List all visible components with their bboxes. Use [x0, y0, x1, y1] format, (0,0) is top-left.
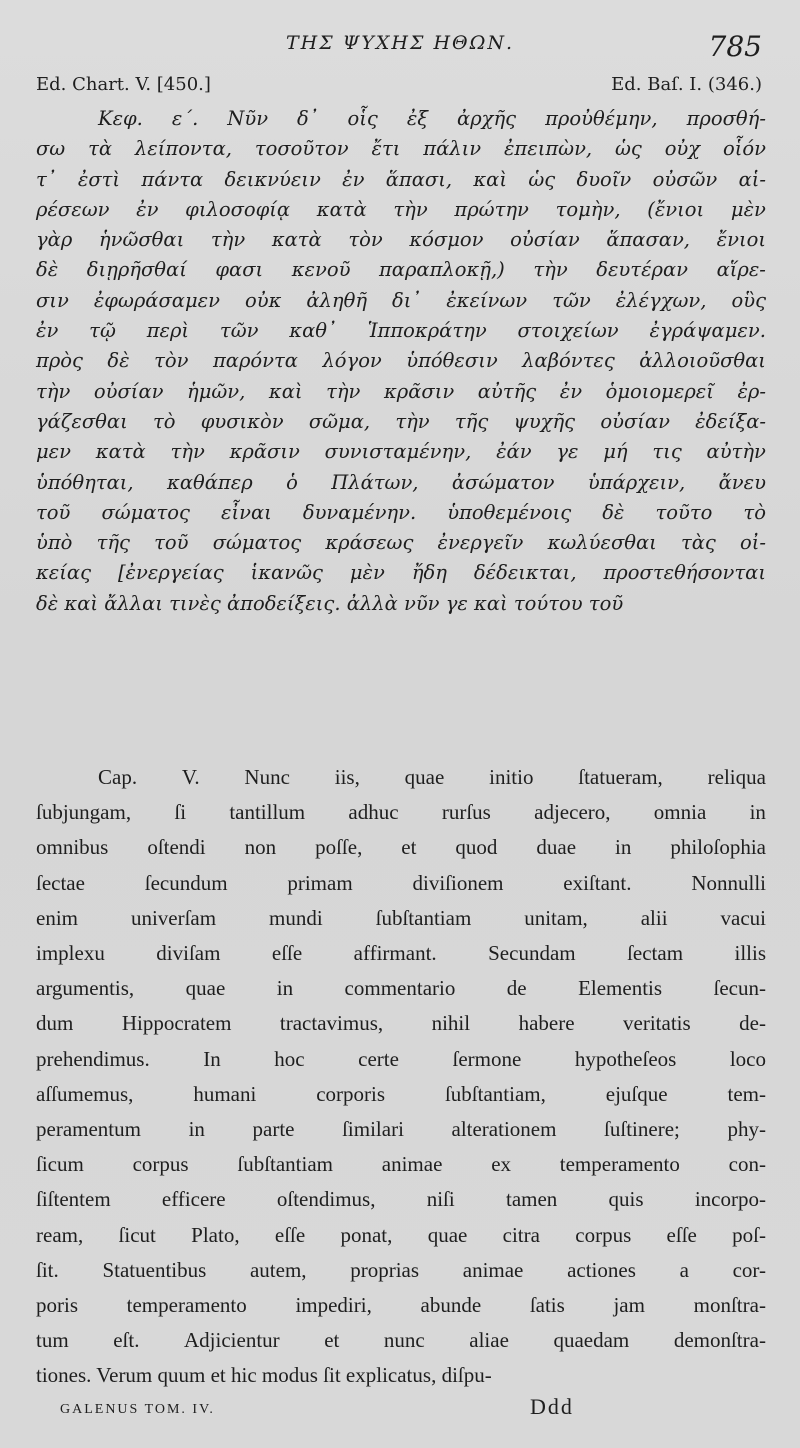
page-number: 785	[708, 30, 762, 63]
latin-text-line: aſſumemus, humani corporis ſubſtantiam, ejuſque tem-	[36, 1081, 766, 1106]
latin-text-line: enim univerſam mundi ſubſtantiam unitam, alii vacui	[36, 905, 766, 930]
greek-text-line: κείας [ἐνεργείας ἱκανῶς μὲν ἤδη δέδεικται, προστεθήσονται	[36, 561, 766, 585]
greek-text-line: τοῦ σώματος εἶναι δυναμένην. ὑποθεμένοις δὲ τοῦτο τὸ	[36, 500, 766, 524]
latin-text-line: ream, ſicut Plato, eſſe ponat, quae citra corpus eſſe poſ-	[36, 1222, 766, 1247]
greek-text-line: τ᾽ ἐστὶ πάντα δεικνύειν ἐν ἅπασι, καὶ ὡς δυοῖν οὐσῶν αἱ-	[36, 167, 766, 191]
latin-text-line: peramentum in parte ſimilari alterationem ſuſtinere; phy-	[36, 1117, 766, 1142]
latin-text-line: tiones. Verum quum et hic modus ſit explicatus, diſpu-	[36, 1363, 492, 1388]
latin-text-line: poris temperamento impediri, abunde ſatis jam monſtra-	[36, 1293, 766, 1318]
latin-text-line: ſicum corpus ſubſtantiam animae ex temperamento con-	[36, 1152, 766, 1177]
greek-text-line: τὴν οὐσίαν ἡμῶν, καὶ τὴν κρᾶσιν αὐτῆς ἐν ὁμοιομερεῖ ἐρ-	[36, 379, 766, 403]
greek-text-line: ὑπὸ τῆς τοῦ σώματος κράσεως ἐνεργεῖν κωλύεσθαι τὰς οἰ-	[36, 531, 766, 555]
latin-text-line: prehendimus. In hoc certe ſermone hypotheſeos loco	[36, 1046, 766, 1071]
greek-text-line: σιν ἐφωράσαμεν οὐκ ἀληθῆ δι᾽ ἐκείνων τῶν ἐλέγχων, οὓς	[36, 288, 766, 312]
greek-text-line: δὲ καὶ ἄλλαι τινὲς ἀποδείξεις. ἀλλὰ νῦν γε καὶ τούτου τοῦ	[36, 591, 624, 615]
latin-text-line: dum Hippocratem tractavimus, nihil habere veritatis de-	[36, 1011, 766, 1036]
latin-text-line: Cap. V. Nunc iis, quae initio ſtatueram, reliqua	[98, 765, 766, 789]
footer-signature: GALENUS TOM. IV.	[60, 1402, 215, 1417]
greek-text-line: ὑπόθηται, καθάπερ ὁ Πλάτων, ἀσώματον ὑπάρχειν, ἄνευ	[36, 470, 766, 494]
greek-text-line: δὲ διῃρῆσθαί φασι κενοῦ παραπλοκῇ,) τὴν δευτέραν αἵρε-	[36, 258, 766, 282]
greek-text-block	[36, 104, 766, 619]
edition-reference-right: Ed. Baſ. I. (346.)	[611, 74, 762, 95]
latin-text-line: ſubjungam, ſi tantillum adhuc rurſus adjecero, omnia in	[36, 800, 766, 825]
greek-text-line: σω τὰ λείποντα, τοσοῦτον ἔτι πάλιν ἐπειπὼν, ὡς οὐχ οἷόν	[36, 137, 766, 161]
greek-text-line: πρὸς δὲ τὸν παρόντα λόγον ὑπόθεσιν λαβόντες ἀλλοιοῦσθαι	[36, 349, 766, 373]
greek-text-line: γὰρ ἡνῶσθαι τὴν κατὰ τὸν κόσμον οὐσίαν ἅπασαν, ἔνιοι	[36, 228, 766, 252]
running-head: ΤΗΣ ΨΥΧΗΣ ΗΘΩΝ.	[285, 32, 515, 54]
latin-text-line: ſectae ſecundum primam diviſionem exiſtant. Nonnulli	[36, 870, 766, 895]
latin-text-line: ſit. Statuentibus autem, proprias animae actiones a cor-	[36, 1257, 766, 1282]
latin-text-line: omnibus oſtendi non poſſe, et quod duae in philoſophia	[36, 835, 766, 860]
greek-text-line: μεν κατὰ τὴν κρᾶσιν συνισταμένην, ἐάν γε μή τις αὐτὴν	[36, 440, 766, 464]
footer-signature-mark: Ddd	[530, 1394, 574, 1419]
latin-text-line: tum eſt. Adjicientur et nunc aliae quaedam demonſtra-	[36, 1328, 766, 1353]
greek-text-line: ἐν τῷ περὶ τῶν καθ᾽ Ἱπποκράτην στοιχείων ἐγράψαμεν.	[36, 319, 766, 343]
edition-reference-left: Ed. Chart. V. [450.]	[36, 74, 211, 95]
greek-text-line: ρέσεων ἐν φιλοσοφίᾳ κατὰ τὴν πρώτην τομὴν, (ἔνιοι μὲν	[36, 197, 766, 221]
latin-text-line: argumentis, quae in commentario de Elementis ſecun-	[36, 976, 766, 1001]
latin-text-line: implexu diviſam eſſe affirmant. Secundam ſectam illis	[36, 941, 766, 966]
greek-text-line: Κεφ. ε΄. Νῦν δ᾽ οἷς ἐξ ἀρχῆς προὐθέμην, προσθή-	[98, 107, 766, 130]
latin-text-block	[36, 760, 766, 1394]
latin-text-line: ſiſtentem efficere oſtendimus, niſi tamen quis incorpo-	[36, 1187, 766, 1212]
greek-text-line: γάζεσθαι τὸ φυσικὸν σῶμα, τὴν τῆς ψυχῆς οὐσίαν ἐδείξα-	[36, 409, 766, 433]
